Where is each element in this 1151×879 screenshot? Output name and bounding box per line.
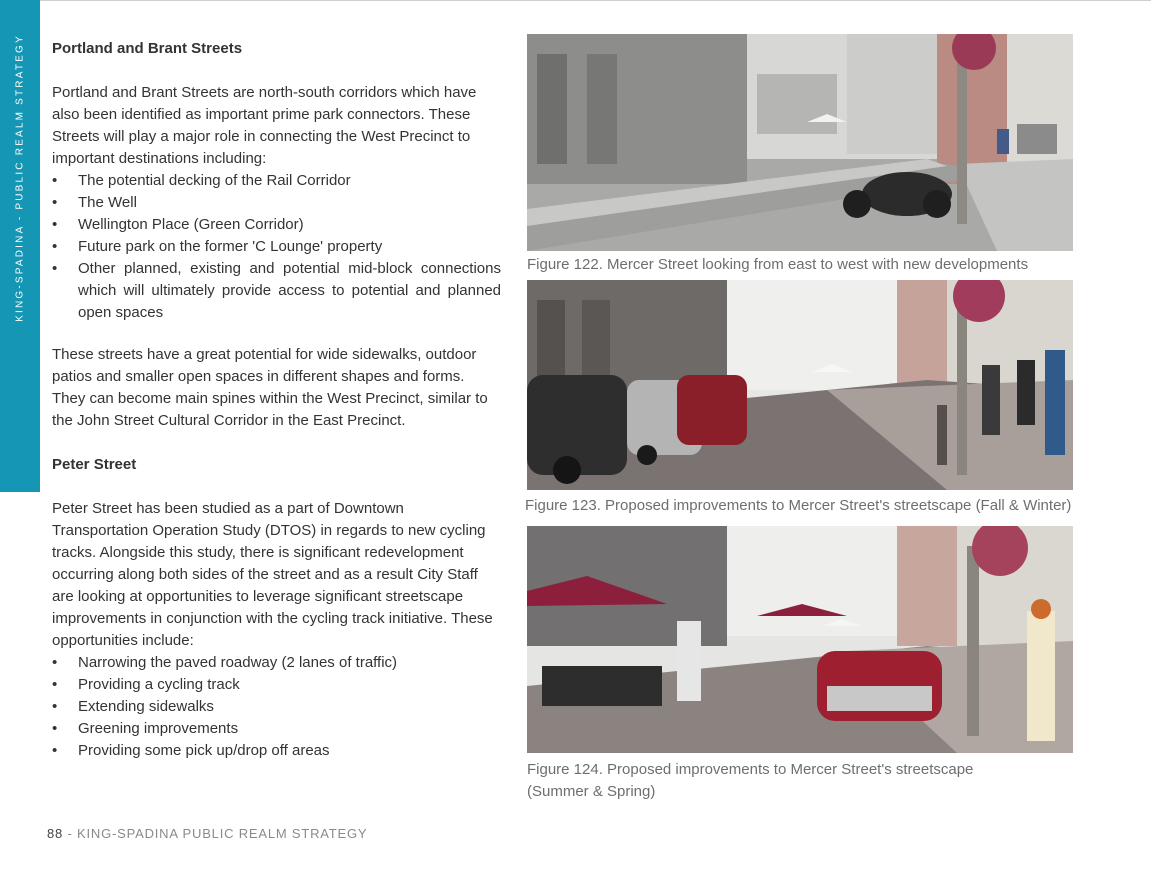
page-number: 88 (47, 826, 64, 841)
list-item: • Providing a cycling track (52, 674, 501, 696)
side-tab-label: KING-SPADINA - PUBLIC REALM STRATEGY (14, 34, 26, 322)
list-item: • Providing some pick up/drop off areas (52, 740, 501, 762)
paragraph-portland-intro: Portland and Brant Streets are north-south corridors which have also been identified as important prime park connectors. These Streets will play a major role in connecting the West Precinct to important destinations including: (52, 84, 477, 167)
list-item: • The potential decking of the Rail Corridor (52, 170, 501, 192)
figure-122-photo (527, 34, 1073, 251)
paragraph-peter-intro: Peter Street has been studied as a part of Downtown Transportation Operation Study (DTOS) in regards to new cycling tracks. Alongside this study, there is significant redevelopment occurring along both sides of the street and as a result City Staff are looking at opportunities to leverage significant streetscape improvements in conjunction with the cycling track initiative. These opportunities include: (52, 500, 493, 649)
list-item: • Future park on the former 'C Lounge' property (52, 236, 501, 258)
top-rule (0, 0, 1151, 1)
heading-portland-brant: Portland and Brant Streets (52, 40, 243, 57)
figure-122-caption: Figure 122. Mercer Street looking from east to west with new developments (527, 256, 1029, 273)
list-item: • Other planned, existing and potential mid-block connections which will ultimately provide access to potential and planned open spaces (52, 258, 501, 324)
footer-separator: - (63, 826, 78, 841)
figure-124-caption-line2: (Summer & Spring) (527, 783, 656, 800)
figure-124-caption (527, 759, 973, 803)
paragraph-portland-potential: These streets have a great potential for wide sidewalks, outdoor patios and smaller open spaces in different shapes and forms. They can become main spines within the West Precinct, similar to the John Street Cultural Corridor in the East Precinct. (52, 346, 488, 429)
bullet-list-opportunities (52, 652, 501, 762)
list-item: • Narrowing the paved roadway (2 lanes of traffic) (52, 652, 501, 674)
footer-title: KING-SPADINA PUBLIC REALM STRATEGY (77, 826, 368, 841)
bullet-list-destinations (52, 170, 501, 324)
text-column (52, 38, 501, 762)
list-item: • Wellington Place (Green Corridor) (52, 214, 501, 236)
list-item: • The Well (52, 192, 501, 214)
figure-124-photo (527, 526, 1073, 753)
side-tab (0, 0, 40, 492)
figure-124-caption-line1: Figure 124. Proposed improvements to Mercer Street's streetscape (527, 761, 974, 778)
heading-peter-street: Peter Street (52, 456, 137, 473)
figure-123-caption: Figure 123. Proposed improvements to Mercer Street's streetscape (Fall & Winter) (525, 497, 1072, 514)
list-item: • Extending sidewalks (52, 696, 501, 718)
figure-123-photo (527, 280, 1073, 490)
list-item: • Greening improvements (52, 718, 501, 740)
page-footer (47, 826, 367, 841)
